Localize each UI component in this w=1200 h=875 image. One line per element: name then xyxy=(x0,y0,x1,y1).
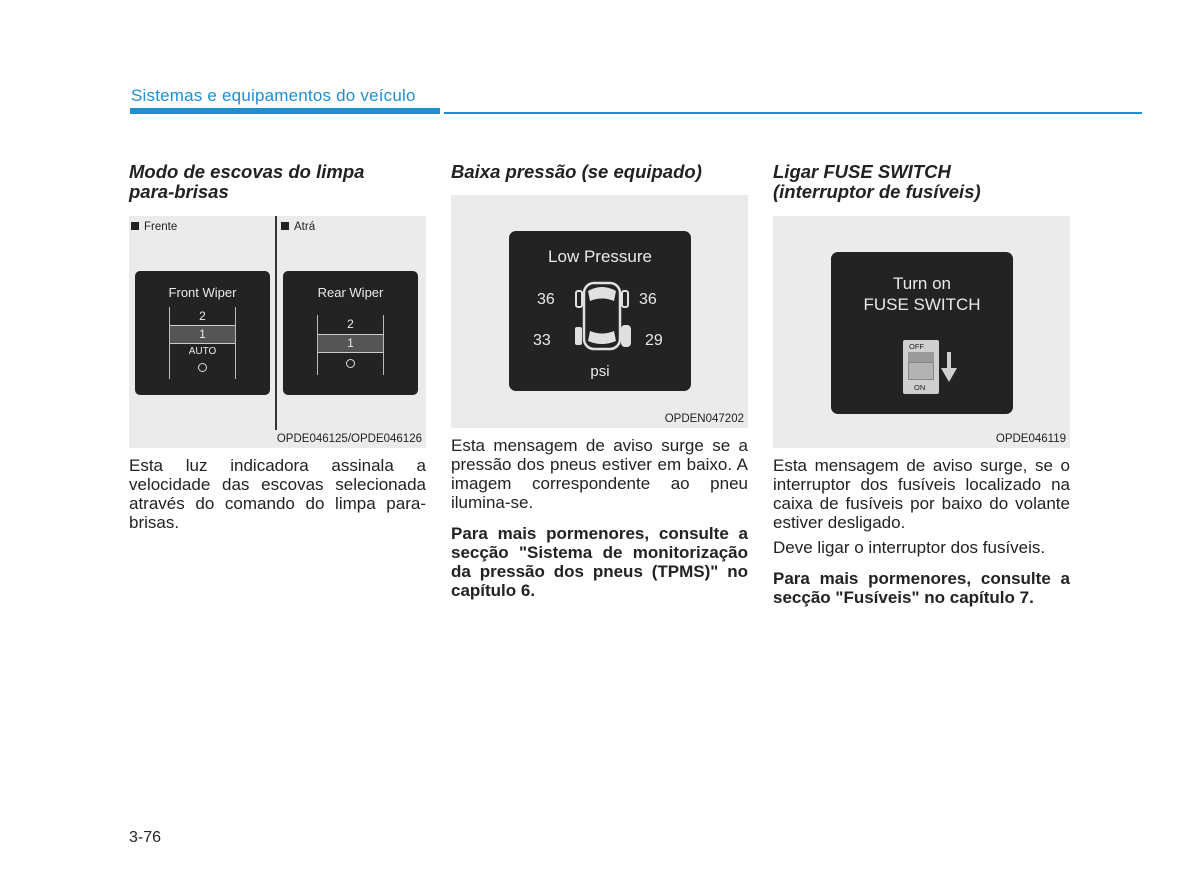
fuse-switch-body-text: Esta mensagem de aviso surge, se o interruptor dos fusíveis localizado na caixa de fusíveis por baixo do volante estiver desligado. Deve ligar o interruptor dos fusíveis. Para mais pormenores, consulte a secção "Fusíveis" no capítulo 7. xyxy=(773,456,1070,607)
front-wiper-level-auto: AUTO xyxy=(188,346,217,357)
tire-rear-right-value: 29 xyxy=(645,332,663,349)
front-wiper-off-icon xyxy=(198,363,207,372)
tire-front-left-value: 36 xyxy=(537,291,555,308)
wiper-figure xyxy=(129,216,426,448)
fuse-switch-note: Para mais pormenores, consulte a secção "Fusíveis" no capítulo 7. xyxy=(773,569,1070,607)
legend-rear: Atrá xyxy=(281,221,315,233)
column-low-pressure xyxy=(451,160,748,182)
rear-wiper-level-2: 2 xyxy=(347,317,354,331)
figure-code: OPDE046125/OPDE046126 xyxy=(276,433,422,445)
low-pressure-display xyxy=(509,231,691,391)
legend-front: Frente xyxy=(131,221,177,233)
rear-wiper-level-1: 1 xyxy=(347,336,354,350)
low-pressure-body-text: Esta mensagem de aviso surge se a pressão dos pneus estiver em baixo. A imagem correspondente ao pneu ilumina-se. Para mais pormenores, consulte a secção "Sistema de monitorização da pressão dos pneus (TPMS)" no capítulo 6. xyxy=(451,436,748,600)
header-accent-bar xyxy=(130,108,440,114)
tire-rear-left-value: 33 xyxy=(533,332,551,349)
fuse-message-line2: FUSE SWITCH xyxy=(863,295,981,314)
figure-code: OPDEN047202 xyxy=(664,413,744,425)
front-wiper-level-2: 2 xyxy=(199,309,206,323)
fuse-switch-figure xyxy=(773,216,1070,448)
front-wiper-label: Front Wiper xyxy=(168,285,237,300)
front-wiper-level-1: 1 xyxy=(199,327,206,341)
fuse-message-line1: Turn on xyxy=(893,274,951,293)
low-pressure-title: Baixa pressão (se equipado) xyxy=(451,161,702,182)
rear-wiper-label: Rear Wiper xyxy=(317,285,384,300)
page-number: 3-76 xyxy=(129,829,162,846)
fuse-switch-title: Ligar FUSE SWITCH (interruptor de fusíveis) xyxy=(773,161,981,202)
switch-on-label: ON xyxy=(914,383,926,392)
wiper-body-text: Esta luz indicadora assinala a velocidade das escovas selecionada através do comando do limpa para-brisas. xyxy=(129,456,426,532)
rear-wiper-off-icon xyxy=(346,359,355,368)
pressure-unit: psi xyxy=(590,363,610,380)
wiper-mode-title: Modo de escovas do limpa para-brisas xyxy=(129,161,365,202)
switch-off-label: OFF xyxy=(909,342,924,351)
rear-wiper-display xyxy=(283,271,418,395)
low-pressure-label: Low Pressure xyxy=(548,247,652,266)
header-rule xyxy=(444,112,1142,114)
figure-divider xyxy=(275,216,277,430)
column-wiper-mode xyxy=(129,160,426,202)
fuse-switch-display xyxy=(831,252,1013,414)
car-top-view-icon xyxy=(571,279,633,355)
tire-front-right-value: 36 xyxy=(639,291,657,308)
column-fuse-switch xyxy=(773,160,1070,202)
low-pressure-note: Para mais pormenores, consulte a secção "Sistema de monitorização da pressão dos pneus (TPMS)" no capítulo 6. xyxy=(451,524,748,600)
figure-code: OPDE046119 xyxy=(995,433,1066,445)
arrow-down-icon xyxy=(941,352,957,382)
low-pressure-figure xyxy=(451,195,748,428)
front-wiper-display xyxy=(135,271,270,395)
section-header-title: Sistemas e equipamentos do veículo xyxy=(131,86,416,105)
